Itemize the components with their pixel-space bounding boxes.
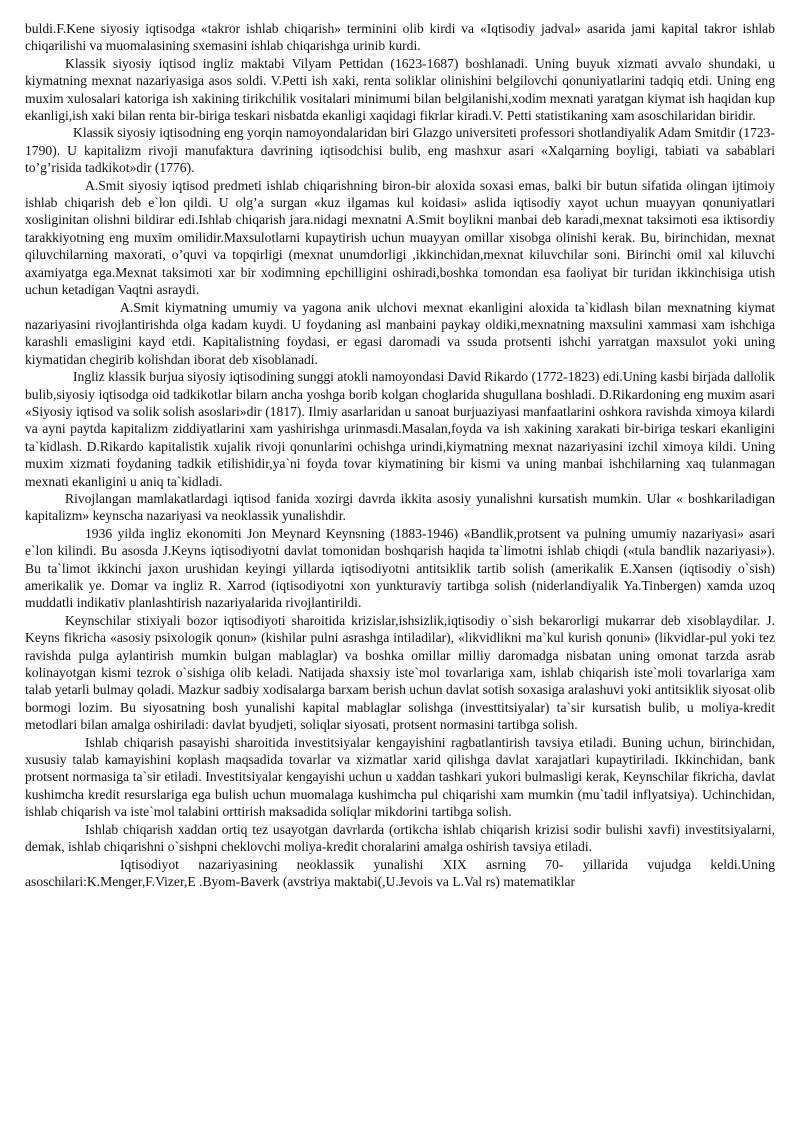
paragraph-smit-subject: A.Smit siyosiy iqtisod predmeti ishlab chiqarishning biron-bir aloxida soxasi emas, balki bir butun sifatida olingan ijtimoiy ishlab chiqarish deb e`lon qildi. U olg’a surgan «kuz ilgamas kul koidasi» aslida iqtisodiy xayot uchun muayyan qonuniyatlari xosliginitan olishni bildirar edi.Ishlab chiqarish jara.nidagi mexnatni A.Smit boylikni manbai deb karadi,mexnat taksimoti esa iktisordiy tarakkiyotning eng muxim omilidir.Maxsulotlarni kupaytirish uchun muayyan omillar xisobga olinishi kerak. Bu, birinchidan, mexnat qiluvchilarning maxorati, o’quvi va topqirligi (mexnat unumdorligi ,ikkinchidan,mexnat kiluvchilar soni. Birinchi omil xal kiluvchi axamiyatga ega.Mexnat taksimoti xar bir xodimning epchilligini oshiradi,boshka tomondan esa faoliyat bir turidan ikkinchisiga utish uchun ketadigan Vaqtni asraydi. (25, 177, 775, 298)
paragraph-smit-value: A.Smit kiymatning umumiy va yagona anik ulchovi mexnat ekanligini aloxida ta`kidlash bilan mexnatning kiymat nazariyasini rivojlantirishda olga kadam kuydi. U foydaning asl manbaini paykay oldiki,mexnatning maxsulini xammasi xam ishchiga karashli emasligini kayd etdi. Kapitalistning foydasi, er egasi daromadi va ssuda protsenti ishchi yarratgan maxsulot yoki uning kiymatidan chegirib kolishdan iborat deb xisoblanadi. (25, 299, 775, 367)
paragraph-keyns: 1936 yilda ingliz ekonomiti Jon Meynard Keynsning (1883-1946) «Bandlik,protsent va pulning umumiy nazariyasi» asari e`lon kilindi. Bu asosda J.Keyns iqtisodiyotni davlat tomonidan boshqarish haqida ta`limotni ishlab chiqdi («tula bandlik nazariyasi»). Bu ta`limot ikkinchi jaxon urushidan keyingi yillarda iqtisodiyotni antitsiklik tartib solish (amerikalik E.Xansen (iqtisodiy o`sish) amerikalik ye. Domar va ingliz R. Xarrod (iqtisodiyotni xon yunkturaviy tartibga solish (niderlandiyalik Ya.Tinbergen) xamda uzoq muddatli indikativ planlashtirish nazariyalarida rivojlantirildi. (25, 525, 775, 611)
paragraph-investment: Ishlab chiqarish pasayishi sharoitida investitsiyalar kengayishini ragbatlantirish tavsiya etiladi. Buning uchun, birinchidan, xususiy talab kamayishini koplash maqsadida tovarlar va xizmatlar xarid qilishga davlat xarajatlari kupaytiriladi. Ikkinchidan, bank protsent normasiga ta`sir etiladi. Investitsiyalar kengayishi uchun u xaddan tashkari yukori bulmasligi kerak, Keynschilar fikricha, davlat kushimcha kredit resurslariga ega bulish uchun muomalaga kushimcha pul chiqarishi xam mumkin (mu`tadil inflyatsiya). Uchinchidan, ishlab chiqarish va iste`mol talabini orttirish maksadida soliqlar mikdorini tartibga solish. (25, 734, 775, 820)
paragraph-neoclassical: Iqtisodiyot nazariyasining neoklassik yunalishi XIX asrning 70- yillarida vujudga keldi.Uning asoschilari:K.Menger,F.Vizer,E .Byom-Baverk (avstriya maktabi(,U.Jevois va L.Val rs) matematiklar (25, 856, 775, 889)
paragraph-kene: buldi.F.Kene siyosiy iqtisodga «takror ishlab chiqarish» terminini olib kirdi va «Iqtisodiy jadval» asarida jami kapital takror ishlab chiqarilishi va muomalasining sxemasini ishlab chiqarishga urinib kurdi. (25, 21, 775, 54)
paragraph-petti: Klassik siyosiy iqtisod ingliz maktabi Vilyam Pettidan (1623-1687) boshlanadi. Uning buyuk xizmati avvalo shundaki, u kiymatning mexnat nazariyasiga asos soldi. V.Petti ish xaki, renta soliklar olinishini belgilovchi qonuniyatlarini tadqiq etdi. Uning eng muxim xulosalari katoriga ish xakining tirikchilik vositalari minimumi bilan belgilanishi,xodim mexnati yaratgan kiymat ish haqidan kup ekanligi,ish xaki bilan renta bir-biriga teskari nisbatda ekanligi xaqidagi fikrlar kiradi.V. Petti statistikaning xam asoschilaridan biridir. (25, 55, 775, 124)
paragraph-rikardo: Ingliz klassik burjua siyosiy iqtisodining sunggi atokli namoyondasi David Rikardo (1772-1823) edi.Uning kasbi birjada dallolik bulib,siyosiy iqtisodga oid tadkikotlar bilarn ancha yoshga borib kolgan choglarida shugullana boshladi. D.Rikardoning eng muxim asari «Siyosiy iqtisod va solik solish asoslari»dir (1817). Ilmiy asarlaridan u sanoat burjuaziyasi manfaatlarini oshkora ravishda ximoya kilardi va ayni paytda kapitalizm ziddiyatlarini xam yashirishga urinmasdi.Masalan,foyda va ish xakining xarakati bir-biriga teskari ekanligini ta`kidlash. D.Rikardo kapitalistik xujalik rivoji qonunlarini ochishga urindi,kiymatning mexnat nazariyasini izchil ximoya kildi. Uning muxim xizmati foydaning tadkik etilishidir,ya`ni foyda tovar kiymatining bir kismi va uning manbai ishchilarning xaq tulanmagan mexnati ekanligini u aniq ta`kidladi. (25, 369, 775, 489)
paragraph-smit-intro: Klassik siyosiy iqtisodning eng yorqin namoyondalaridan biri Glazgo universiteti professori shotlandiyalik Adam Smitdir (1723-1790). U kapitalizm rivoji manufaktura davrining iqtisodchisi bulib, eng mashxur asari «Xalqarning boyligi, tabiati va sabablari to’g’risida tadkikot»dir (1776). (25, 125, 775, 176)
document-page (25, 20, 775, 890)
paragraph-keynschilar: Keynschilar stixiyali bozor iqtisodiyoti sharoitida krizislar,ishsizlik,iqtisodiy o`sish bekarorligi mukarrar deb xisoblaydilar. J. Keyns fikricha «asosiy psixologik qonun» (kishilar pulni asrashga intiladilar), «likvidlikni ma`kul kurish qonuni» (likvidlar-pul yoki tez ravishda pulga aylantirish mumkin bulgan mablaglar) va boshka omillar milliy daromadga nisbatan uning omonat tarzda asrab kolinayotgan kismi tezrok o`sishiga olib keladi. Natijada shaxsiy iste`mol tovarlariga xam, ishlab chiqarish iste`moli tovarlariga xam talab yetarli bulmay qoladi. Mazkur sadbiy xodisalarga barxam berish uchun davlat sotish soxasiga aralashuvi yoki antitsiklik siyosat olib bormogi lozim. Bu siyosatning bosh yunalishi kapital mablaglar solishga (investtitsiyalar) ta`sir kursatish bulib, u moliya-kredit metodlari bilan amalga oshiriladi: davlat byudjeti, soliqlar siyosati, protsent normasini tartibga solish. (25, 612, 775, 733)
paragraph-modern-directions: Rivojlangan mamlakatlardagi iqtisod fanida xozirgi davrda ikkita asosiy yunalishni kursatish mumkin. Ular « boshkariladigan kapitalizm» keynscha nazariyasi va neoklassik yunalishdir. (25, 490, 775, 524)
paragraph-overproduction: Ishlab chiqarish xaddan ortiq tez usayotgan davrlarda (ortikcha ishlab chiqarish krizisi sodir bulishi xavfi) investitsiyalarni, demak, ishlab chiqarishni o`sishpni cheklovchi moliya-kredit choralarini amalga oshirish tavsiya etiladi. (25, 821, 775, 855)
